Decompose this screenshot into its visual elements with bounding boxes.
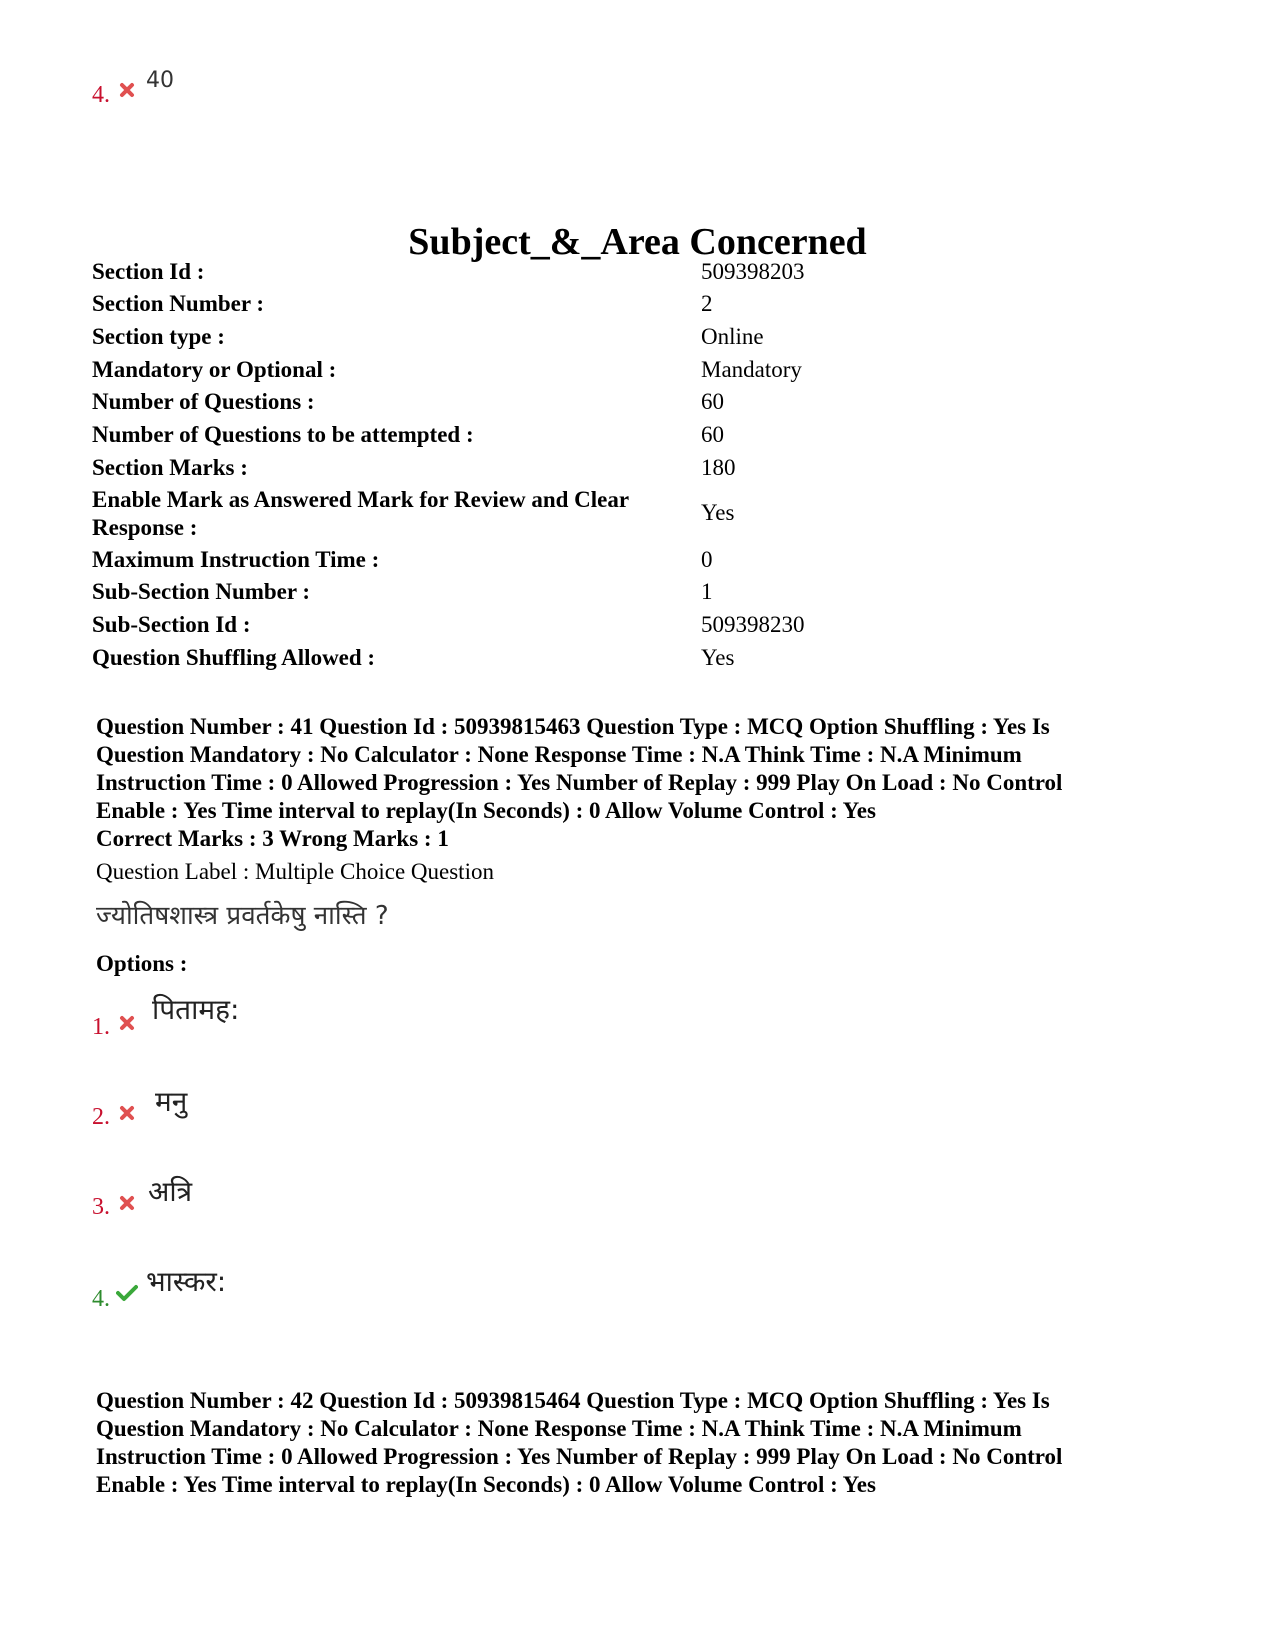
field-value: 60: [701, 422, 724, 447]
field-value: Yes: [701, 500, 735, 525]
field-label: Number of Questions to be attempted :: [92, 422, 474, 447]
field-label: Section Marks :: [92, 455, 248, 480]
field-value: 509398203: [701, 259, 805, 284]
meta-line: Instruction Time : 0 Allowed Progression : Yes Number of Replay : 999 Play On Load : No Control: [96, 770, 1063, 795]
field-label: Section type :: [92, 324, 225, 349]
option-text: 40: [146, 68, 174, 93]
question-marks: Correct Marks : 3 Wrong Marks : 1: [96, 826, 449, 851]
field-label: Question Shuffling Allowed :: [92, 645, 376, 670]
option-text: भास्कर:: [146, 1265, 227, 1298]
option-row: [92, 1172, 492, 1222]
option-text: पितामह:: [152, 993, 240, 1026]
top-option-row: [92, 68, 392, 108]
field-label: Section Number :: [92, 291, 265, 316]
meta-line: Enable : Yes Time interval to replay(In Seconds) : 0 Allow Volume Control : Yes: [96, 1472, 876, 1497]
meta-line: Instruction Time : 0 Allowed Progression : Yes Number of Replay : 999 Play On Load : No Control: [96, 1444, 1063, 1469]
options-heading: Options :: [96, 951, 188, 976]
question-label: Question Label : Multiple Choice Question: [96, 859, 494, 884]
option-number: 4.: [92, 1286, 110, 1312]
field-label: Sub-Section Number :: [92, 579, 311, 604]
option-number: 4.: [92, 82, 110, 108]
field-value: Yes: [701, 645, 735, 670]
field-value: 180: [701, 455, 736, 480]
cross-icon: [119, 1105, 135, 1126]
option-number: 2.: [92, 1104, 110, 1130]
field-value: Mandatory: [701, 357, 802, 382]
field-label: Mandatory or Optional :: [92, 357, 337, 382]
field-value: 1: [701, 579, 713, 604]
cross-icon: [119, 1195, 135, 1216]
meta-line: Question Number : 42 Question Id : 50939815464 Question Type : MCQ Option Shuffling : Yes Is: [96, 1388, 1050, 1413]
question-42-meta: [96, 1387, 1206, 1499]
meta-line: Question Mandatory : No Calculator : None Response Time : N.A Think Time : N.A Minimum: [96, 742, 1022, 767]
option-text: मनु: [155, 1085, 188, 1118]
field-label: Enable Mark as Answered Mark for Review and Clear Response :: [92, 487, 629, 540]
field-row: [92, 486, 1192, 542]
check-icon: [116, 1284, 138, 1307]
section-title: Subject_&_Area Concerned: [408, 221, 867, 263]
field-value: Online: [701, 324, 764, 349]
field-value: 60: [701, 389, 724, 414]
meta-line: Question Number : 41 Question Id : 50939815463 Question Type : MCQ Option Shuffling : Yes Is: [96, 714, 1050, 739]
option-row: [92, 1262, 492, 1312]
field-label: Section Id :: [92, 259, 205, 284]
field-value: 509398230: [701, 612, 805, 637]
field-label: Sub-Section Id :: [92, 612, 251, 637]
option-row: [92, 1082, 492, 1132]
field-value: 0: [701, 547, 713, 572]
meta-line: Enable : Yes Time interval to replay(In Seconds) : 0 Allow Volume Control : Yes: [96, 798, 876, 823]
question-text: ज्योतिषशास्त्र प्रवर्तकेषु नास्ति ?: [96, 901, 389, 931]
question-41-meta: [96, 713, 1206, 825]
cross-icon: [119, 82, 135, 103]
field-label: Number of Questions :: [92, 389, 315, 414]
field-value: 2: [701, 291, 713, 316]
meta-line: Question Mandatory : No Calculator : None Response Time : N.A Think Time : N.A Minimum: [96, 1416, 1022, 1441]
field-label: Maximum Instruction Time :: [92, 547, 380, 572]
option-row: [92, 990, 492, 1040]
option-number: 1.: [92, 1014, 110, 1040]
option-text: अत्रि: [148, 1175, 193, 1208]
cross-icon: [119, 1015, 135, 1036]
option-number: 3.: [92, 1194, 110, 1220]
